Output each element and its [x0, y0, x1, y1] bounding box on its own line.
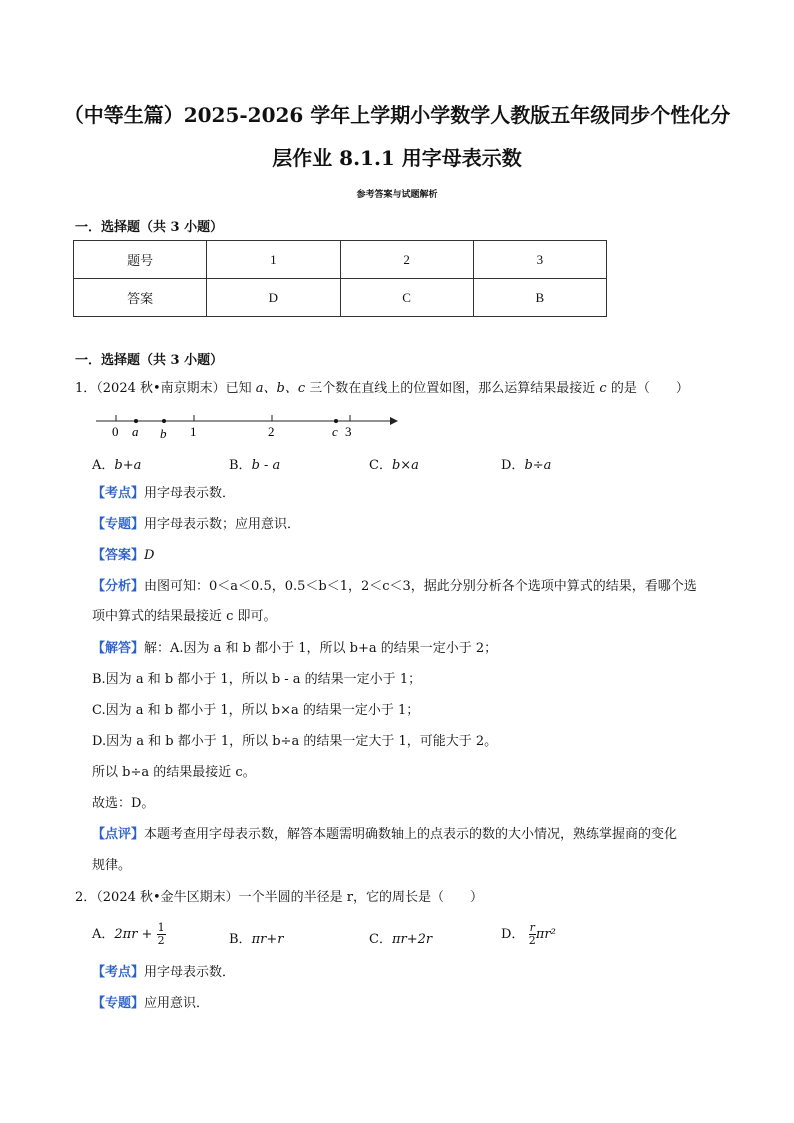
q1-solution-line6: 故选：D。 [92, 796, 155, 811]
q2-option-c: C．πr+2r [369, 932, 433, 947]
q1-analysis-line1: 【分析】由图可知：0＜a＜0.5，0.5＜b＜1，2＜c＜3，据此分别分析各个选项中算式的结果，看哪个选 [92, 579, 697, 594]
tick-label-0: 0 [112, 424, 119, 439]
table-cell: 2 [340, 241, 473, 279]
q2-option-b: B．πr+r [229, 932, 284, 947]
point-label-b: b [160, 426, 167, 441]
number-line-arrow [390, 417, 398, 425]
q1-comment-line1: 【点评】本题考查用字母表示数，解答本题需明确数轴上的点表示的数的大小情况，熟练掌握商的变化 [92, 827, 678, 842]
section-heading-1: 一．选择题（共 3 小题） [75, 220, 224, 235]
q2-stem: 2．（2024 秋•金牛区期末）一个半圆的半径是 r，它的周长是（ ） [75, 890, 484, 905]
fraction-r-over-2: $\frac{r}{2}$ [528, 921, 536, 947]
tick-label-1: 1 [190, 424, 197, 439]
fraction-one-half: $\frac{1}{2}$ [157, 921, 165, 947]
answer-table [73, 240, 607, 317]
q1-solution-line5: 所以 b÷a 的结果最接近 c。 [92, 765, 256, 780]
table-row [74, 241, 607, 279]
doc-title-line1: （中等生篇）2025-2026 学年上学期小学数学人教版五年级同步个性化分 [63, 103, 731, 127]
table-row [74, 279, 607, 317]
point-c [334, 419, 338, 423]
q1-solution-line1: 【解答】解：A.因为 a 和 b 都小于 1，所以 b+a 的结果一定小于 2； [92, 641, 498, 656]
q1-analysis-line2: 项中算式的结果最接近 c 即可。 [92, 609, 277, 624]
tick-label-3: 3 [345, 424, 352, 439]
q1-option-a: A．b+a [92, 458, 142, 473]
q1-option-d: D．b÷a [501, 458, 552, 473]
doc-title-line2: 层作业 8.1.1 用字母表示数 [272, 146, 522, 170]
q2-zhuanti: 【专题】应用意识． [92, 996, 210, 1011]
q2-kaodian: 【考点】用字母表示数． [92, 965, 236, 980]
point-label-c: c [332, 424, 338, 439]
q2-option-d: D． $\frac{r}{2}$ πr² [501, 921, 556, 947]
table-cell: D [207, 279, 340, 317]
point-a [134, 419, 138, 423]
tick-label-2: 2 [268, 424, 275, 439]
q1-kaodian: 【考点】用字母表示数． [92, 486, 236, 501]
q1-solution-line4: D.因为 a 和 b 都小于 1，所以 b÷a 的结果一定大于 1，可能大于 2。 [92, 734, 498, 749]
q1-answer: 【答案】D [92, 548, 155, 563]
table-cell: 1 [207, 241, 340, 279]
point-label-a: a [132, 424, 139, 439]
table-cell: 3 [473, 241, 606, 279]
table-cell: 题号 [74, 241, 207, 279]
point-b [162, 419, 166, 423]
q2-option-a: A．2πr + $\frac{1}{2}$ [92, 921, 165, 947]
table-cell: 答案 [74, 279, 207, 317]
table-cell: B [473, 279, 606, 317]
q1-comment-line2: 规律。 [92, 858, 132, 873]
q1-option-c: C．b×a [369, 458, 419, 473]
q1-solution-line2: B.因为 a 和 b 都小于 1，所以 b - a 的结果一定小于 1； [92, 672, 422, 687]
section-heading-2: 一．选择题（共 3 小题） [75, 353, 224, 368]
table-cell: C [340, 279, 473, 317]
number-line-figure [92, 412, 402, 442]
q1-stem: 1．（2024 秋•南京期末）已知 a、b、c 三个数在直线上的位置如图，那么运算结果最接近 c 的是（ ） [75, 381, 689, 396]
q1-zhuanti: 【专题】用字母表示数；应用意识． [92, 517, 301, 532]
q1-solution-line3: C.因为 a 和 b 都小于 1，所以 b×a 的结果一定小于 1； [92, 703, 420, 718]
doc-subtitle: 参考答案与试题解析 [356, 190, 438, 200]
q1-option-b: B．b - a [229, 458, 281, 473]
